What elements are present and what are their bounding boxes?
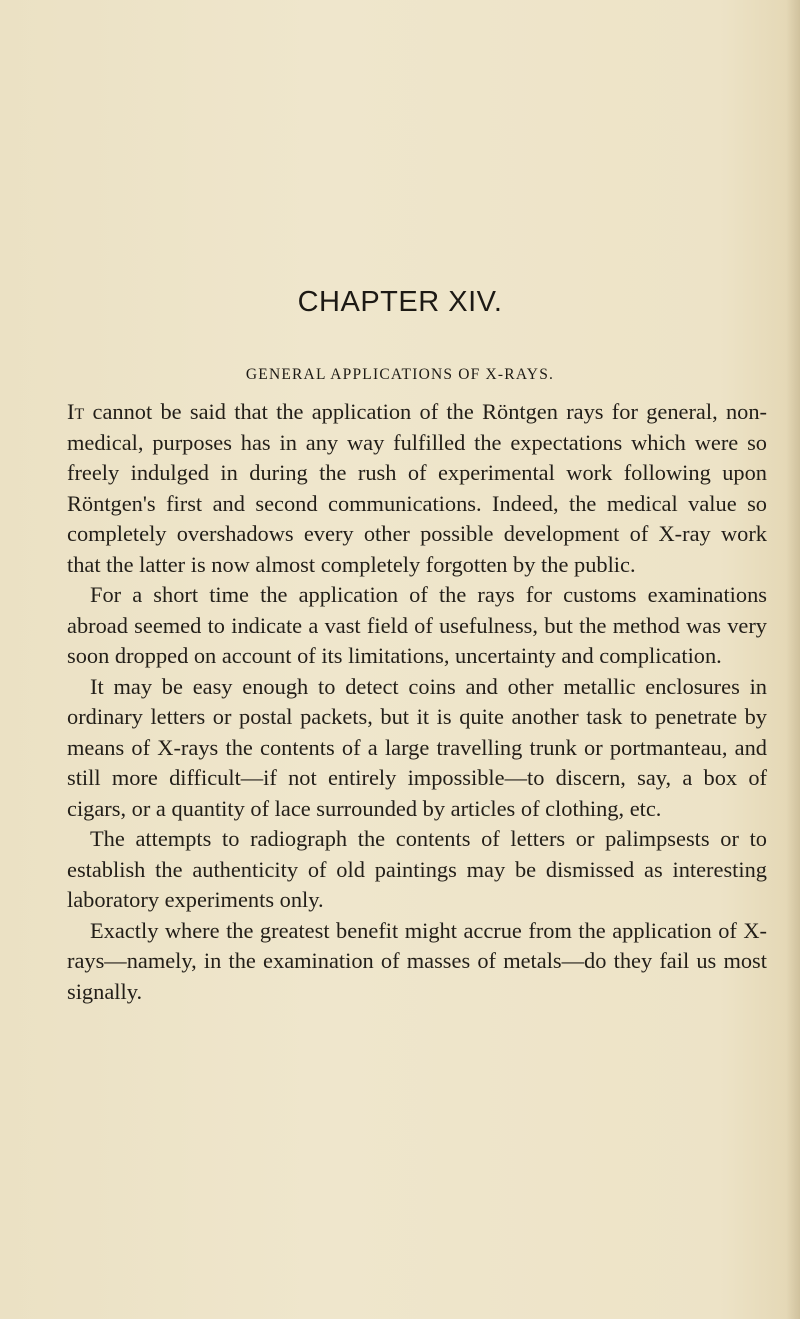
paragraph-5: Exactly where the greatest benefit might accrue from the application of X-rays—namely, in the examination of masses of metals—do they fail us most signally. [67, 917, 767, 1004]
paragraph-2: For a short time the application of the rays for customs examinations abroad seemed to indicate a vast field of usefulness, but the method was very soon dropped on account of its limitations, uncertainty and complication. [67, 582, 767, 668]
page-edge-shadow [786, 0, 800, 1319]
chapter-title: CHAPTER XIV. [297, 286, 503, 318]
paragraph-1 [67, 397, 767, 580]
paragraph-lead-word: It [67, 399, 85, 424]
paragraph-text: cannot be said that the application of the Röntgen rays for general, non-medical, purposes has in any way fulfilled the expectations which were so freely indulged in during the rush of experimental work following upon Röntgen's first and second communications. Indeed, the medical value so completely overshadows every other possible development of X-ray work that the latter is now almost completely forgotten by the public. [67, 399, 767, 577]
paragraph-3: It may be easy enough to detect coins and other metallic enclosures in ordinary letters or postal packets, but it is quite another task to penetrate by means of X-rays the contents of a large travelling trunk or portmanteau, and still more difficult—if not entirely impossible—to discern, say, a box of cigars, or a quantity of lace surrounded by articles of clothing, etc. [67, 673, 767, 821]
chapter-body [67, 397, 767, 1007]
chapter-subtitle: GENERAL APPLICATIONS OF X-RAYS. [245, 366, 555, 383]
paragraph-4: The attempts to radiograph the contents of letters or palimpsests or to establish the authenticity of old paintings may be dismissed as interesting laboratory experiments only. [67, 826, 767, 912]
